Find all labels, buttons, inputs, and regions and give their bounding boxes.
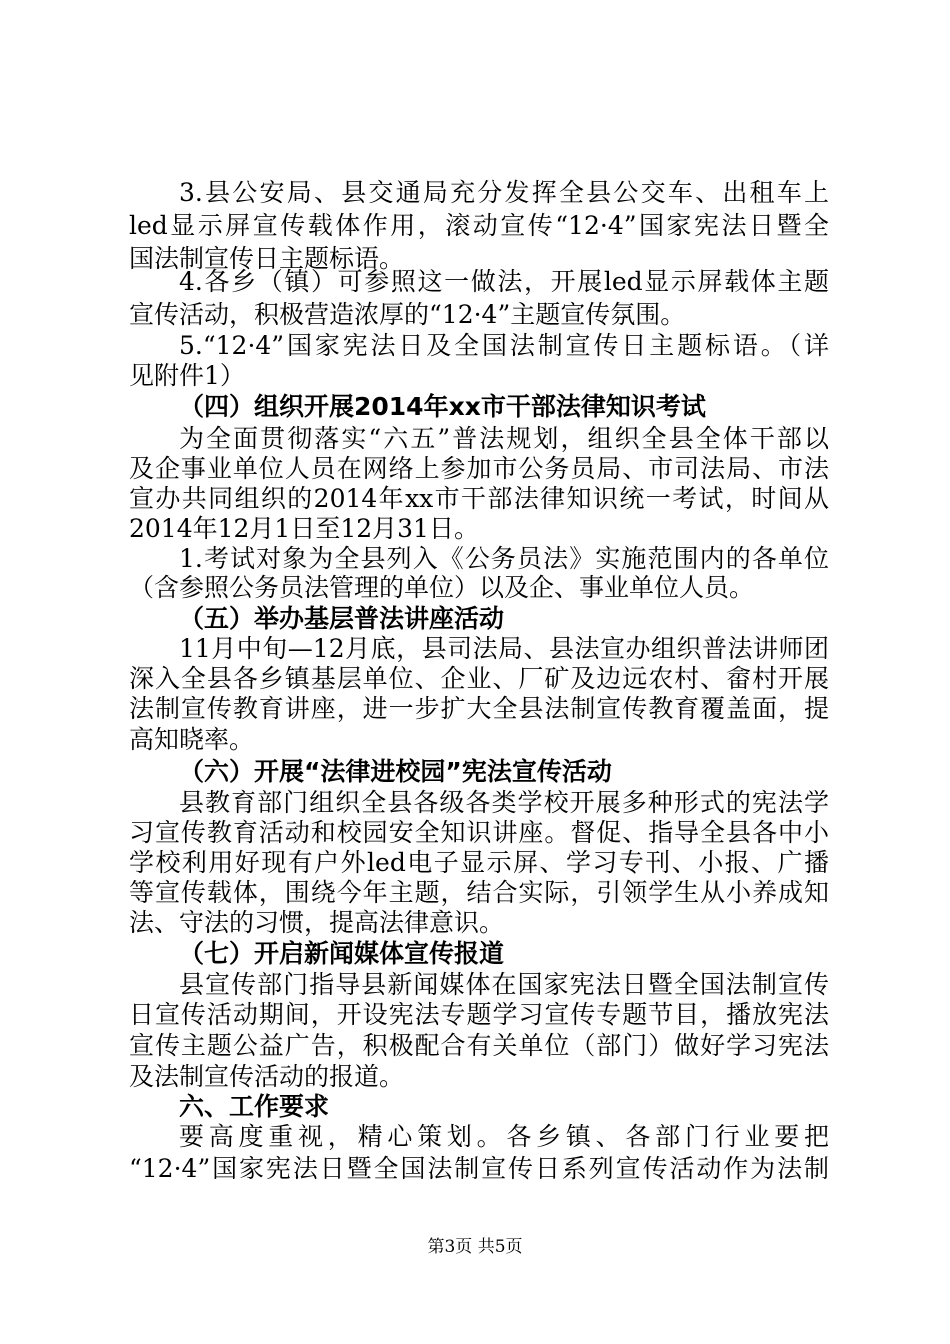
paragraph-line: 3.县公安局、县交通局充分发挥全县公交车、出租车上 bbox=[179, 178, 829, 207]
paragraph-line: 法、守法的习惯，提高法律意识。 bbox=[129, 908, 505, 937]
paragraph-line: 4.各乡（镇）可参照这一做法，开展led显示屏载体主题 bbox=[179, 267, 829, 296]
paragraph-line: 高知晓率。 bbox=[129, 725, 255, 754]
page-number-footer: 第3页 共5页 bbox=[427, 1237, 523, 1257]
paragraph-line: “12·4”国家宪法日暨全国法制宣传日系列宣传活动作为法制 bbox=[129, 1154, 829, 1183]
paragraph-line: 见附件1） bbox=[129, 361, 245, 390]
paragraph-line: 2014年12月1日至12月31日。 bbox=[129, 514, 479, 543]
paragraph-line: 及企事业单位人员在网络上参加市公务员局、市司法局、市法 bbox=[129, 454, 829, 483]
paragraph-line: 深入全县各乡镇基层单位、企业、厂矿及边远农村、畲村开展 bbox=[129, 664, 829, 693]
paragraph-line: （含参照公务员法管理的单位）以及企、事业单位人员。 bbox=[129, 573, 755, 602]
paragraph-line: 宣办共同组织的2014年xx市干部法律知识统一考试，时间从 bbox=[129, 484, 829, 513]
section-heading: （五）举办基层普法讲座活动 bbox=[179, 604, 505, 633]
paragraph-line: 1.考试对象为全县列入《公务员法》实施范围内的各单位 bbox=[179, 544, 829, 573]
paragraph-line: 5.“12·4”国家宪法日及全国法制宣传日主题标语。（详 bbox=[179, 331, 829, 360]
paragraph-line: 宣传活动，积极营造浓厚的“12·4”主题宣传氛围。 bbox=[129, 300, 686, 329]
paragraph-line: 等宣传载体，围绕今年主题，结合实际，引领学生从小养成知 bbox=[129, 878, 829, 907]
paragraph-line: 11月中旬—12月底，县司法局、县法宣办组织普法讲师团 bbox=[179, 634, 829, 663]
paragraph-line: 县教育部门组织全县各级各类学校开展多种形式的宪法学 bbox=[179, 788, 829, 817]
paragraph-line: 学校利用好现有户外led电子显示屏、学习专刊、小报、广播 bbox=[129, 848, 829, 877]
paragraph-line: 为全面贯彻落实“六五”普法规划，组织全县全体干部以 bbox=[179, 424, 829, 453]
paragraph-line: 国法制宣传日主题标语。 bbox=[129, 244, 405, 273]
paragraph-line: 宣传主题公益广告，积极配合有关单位（部门）做好学习宪法 bbox=[129, 1031, 829, 1060]
paragraph-line: 习宣传教育活动和校园安全知识讲座。督促、指导全县各中小 bbox=[129, 818, 829, 847]
paragraph-line: 县宣传部门指导县新闻媒体在国家宪法日暨全国法制宣传 bbox=[179, 970, 829, 999]
paragraph-line: 及法制宣传活动的报道。 bbox=[129, 1062, 405, 1091]
paragraph-line: 日宣传活动期间，开设宪法专题学习宣传专题节目，播放宪法 bbox=[129, 1000, 829, 1029]
paragraph-line: 法制宣传教育讲座，进一步扩大全县法制宣传教育覆盖面，提 bbox=[129, 694, 829, 723]
section-heading: 六、工作要求 bbox=[179, 1092, 330, 1121]
paragraph-line: led显示屏宣传载体作用，滚动宣传“12·4”国家宪法日暨全 bbox=[129, 211, 829, 240]
paragraph-line: 要高度重视，精心策划。各乡镇、各部门行业要把 bbox=[179, 1122, 829, 1151]
section-heading: （七）开启新闻媒体宣传报道 bbox=[179, 939, 505, 968]
section-heading: （六）开展“法律进校园”宪法宣传活动 bbox=[179, 757, 612, 786]
section-heading: （四）组织开展2014年xx市干部法律知识考试 bbox=[179, 392, 706, 421]
